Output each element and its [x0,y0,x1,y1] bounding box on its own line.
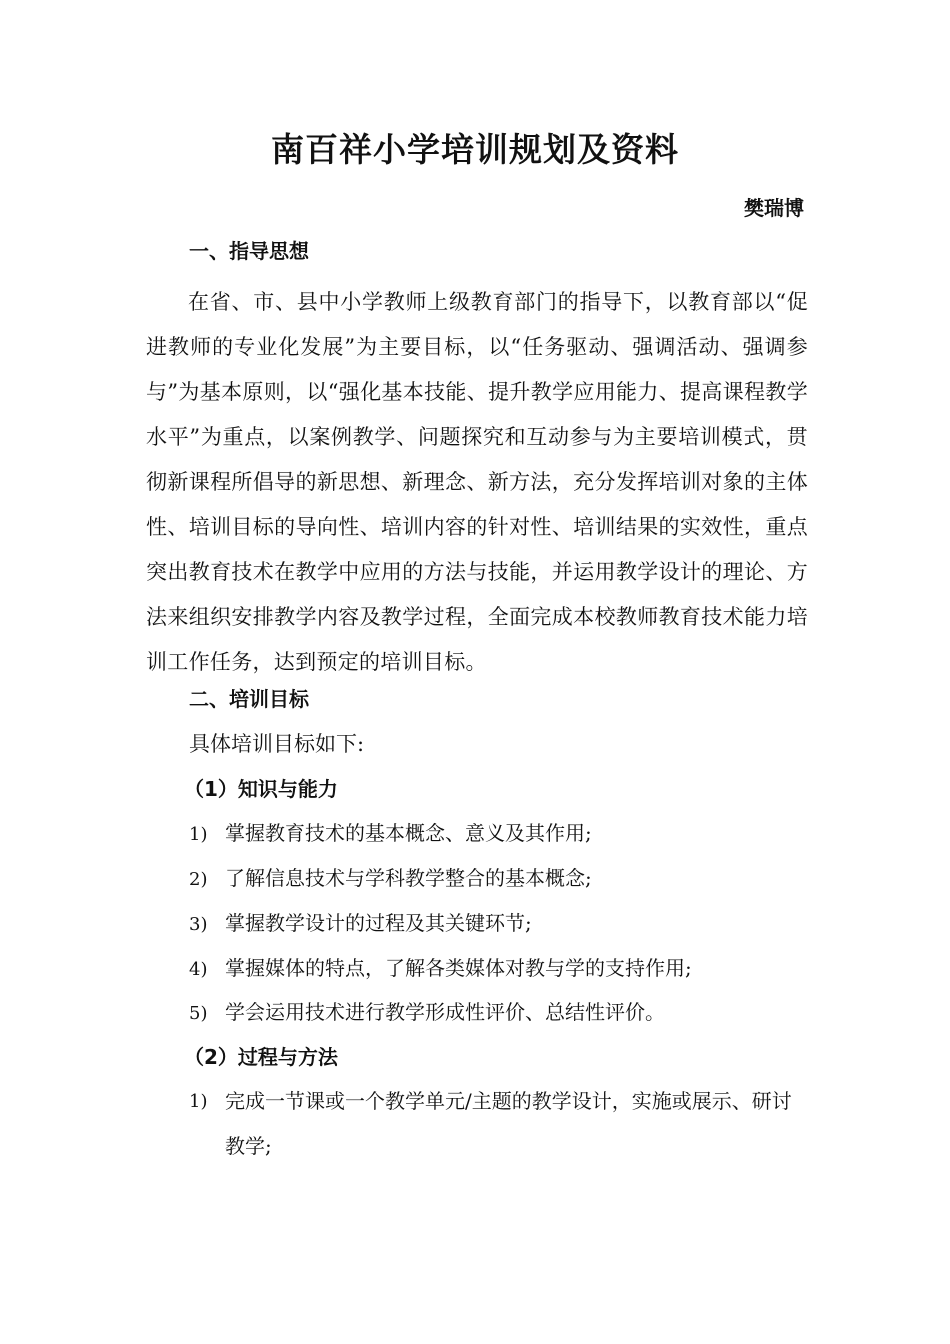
document-title: 南百祥小学培训规划及资料 [271,130,679,169]
list-item [189,1079,809,1169]
list-item-number: 5) [189,1003,208,1024]
list-item [189,997,665,1029]
guiding-ideology-paragraph: 在省、市、县中小学教师上级教育部门的指导下，以教育部以“促进教师的专业化发展”为主要目标，以“任务驱动、强调活动、强调参与”为基本原则，以“强化基本技能、提升教学应用能力、提高课程教学水平”为重点，以案例教学、问题探究和互动参与为主要培训模式，贯彻新课程所倡导的新思想、新理念、新方法，充分发挥培训对象的主体性、培训目标的导向性、培训内容的针对性、培训结果的实效性，重点突出教育技术在教学中应用的方法与技能，并运用教学设计的理论、方法来组织安排教学内容及教学过程，全面完成本校教师教育技术能力培训工作任务，达到预定的培训目标。 [146,290,808,674]
list-item [189,908,532,940]
list-item-number: 2) [189,869,208,890]
list-item-text: 掌握媒体的特点，了解各类媒体对教与学的支持作用; [225,956,692,980]
section-heading-training-goals: 二、培训目标 [189,687,309,711]
list-item [189,818,592,850]
list-item [189,863,592,895]
training-goals-intro: 具体培训目标如下: [189,732,365,756]
list-item [189,953,692,985]
subheading-knowledge-ability: （1）知识与能力 [184,777,338,801]
list-item-number: 4) [189,959,208,980]
section-heading-guiding-ideology: 一、指导思想 [189,239,309,263]
list-item-number: 1) [189,1091,208,1112]
list-item-number: 3) [189,914,208,935]
subheading-process-method: （2）过程与方法 [184,1045,338,1069]
list-item-text: 完成一节课或一个教学单元/主题的教学设计，实施或展示、研讨教学; [225,1089,792,1158]
list-item-text: 掌握教育技术的基本概念、意义及其作用; [225,821,592,845]
document-author: 樊瑞博 [744,196,804,220]
list-item-number: 1) [189,824,208,845]
list-item-text: 学会运用技术进行教学形成性评价、总结性评价。 [225,1000,665,1024]
list-item-text: 了解信息技术与学科教学整合的基本概念; [225,866,592,890]
list-item-text: 掌握教学设计的过程及其关键环节; [225,911,532,935]
